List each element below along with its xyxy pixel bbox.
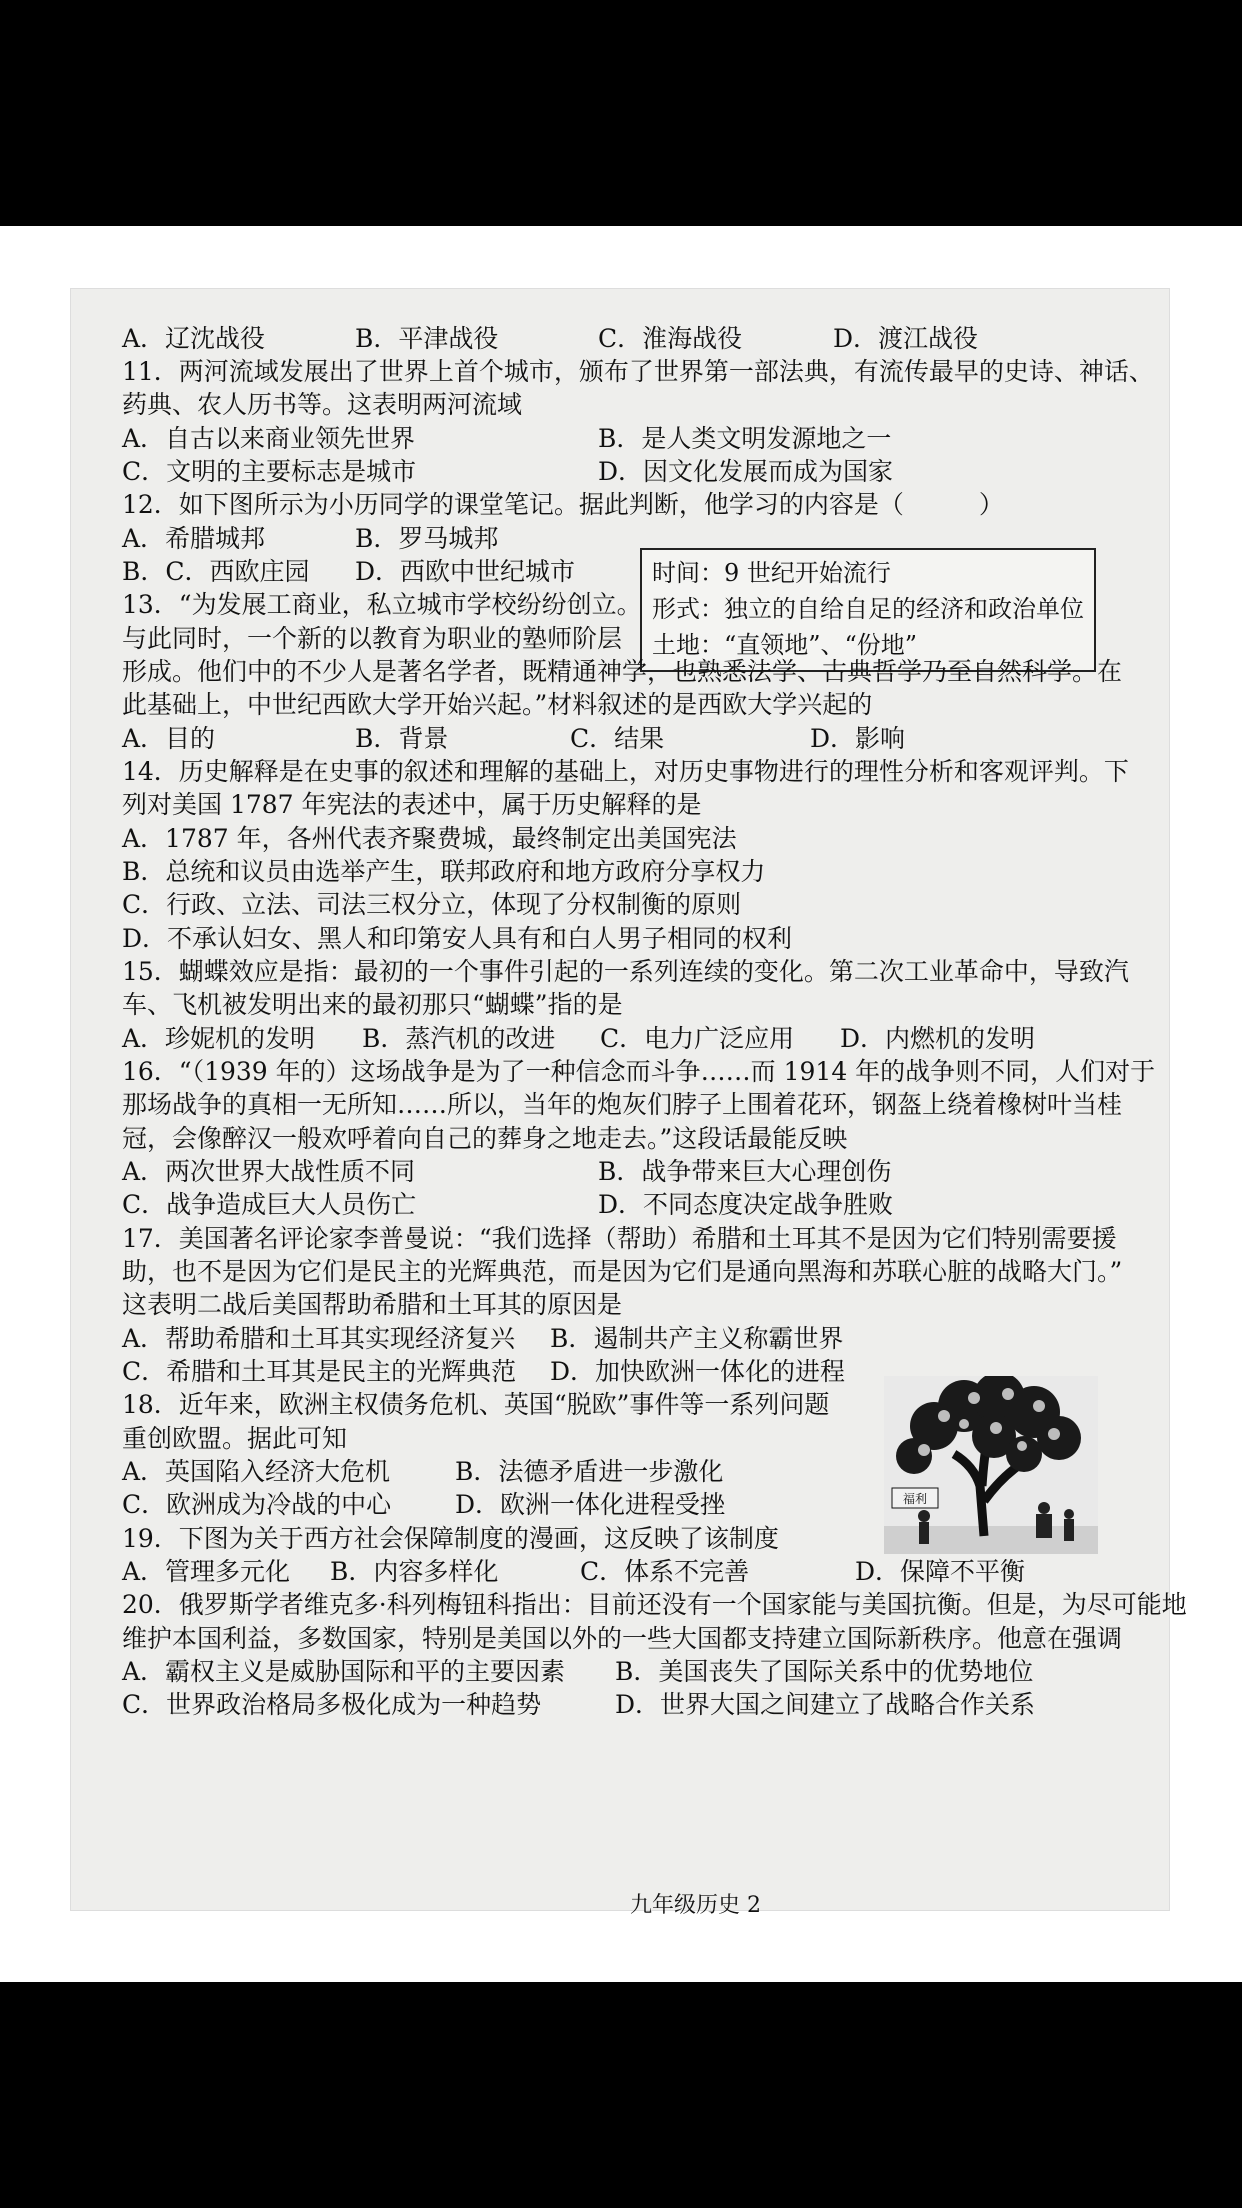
q10-option-b: B．平津战役	[355, 324, 499, 353]
q20-option-a: A．霸权主义是威胁国际和平的主要因素	[122, 1657, 566, 1686]
q17-stem-2: 助，也不是因为它们是民主的光辉典范，而是因为它们是通向黑海和苏联心脏的战略大门。”	[122, 1257, 1123, 1286]
q19-stem: 19．下图为关于西方社会保障制度的漫画，这反映了该制度	[122, 1524, 779, 1553]
q12-option-c: B．C．西欧庄园	[122, 557, 310, 586]
q10-option-c: C．淮海战役	[598, 324, 743, 353]
q14-stem-2: 列对美国 1787 年宪法的表述中，属于历史解释的是	[122, 790, 702, 819]
q19-option-b: B．内容多样化	[330, 1557, 499, 1586]
q14-stem-1: 14．历史解释是在史事的叙述和理解的基础上，对历史事物进行的理性分析和客观评判。下	[122, 757, 1129, 786]
q17-stem-3: 这表明二战后美国帮助希腊和土耳其的原因是	[122, 1290, 623, 1319]
q13-stem-4: 此基础上，中世纪西欧大学开始兴起。”材料叙述的是西欧大学兴起的	[122, 690, 873, 719]
q13-option-d: D．影响	[810, 724, 906, 753]
q12-option-b: B．罗马城邦	[355, 524, 499, 553]
q10-option-d: D．渡江战役	[833, 324, 979, 353]
q14-option-c: C．行政、立法、司法三权分立，体现了分权制衡的原则	[122, 890, 742, 919]
q18-option-a: A．英国陷入经济大危机	[122, 1457, 391, 1486]
q13-stem-3: 形成。他们中的不少人是著名学者，既精通神学，也熟悉法学、古典哲学乃至自然科学。在	[122, 657, 1123, 686]
q15-option-a: A．珍妮机的发明	[122, 1024, 316, 1053]
note-line-time: 时间：9 世纪开始流行	[652, 559, 891, 587]
q13-stem-1: 13．“为发展工商业，私立城市学校纷纷创立。	[122, 590, 642, 619]
cartoon-welfare-label: 福利	[902, 1492, 928, 1506]
q11-option-b: B．是人类文明发源地之一	[598, 424, 892, 453]
q18-stem-2: 重创欧盟。据此可知	[122, 1424, 348, 1453]
q16-option-c: C．战争造成巨大人员伤亡	[122, 1190, 417, 1219]
q14-option-d: D．不承认妇女、黑人和印第安人具有和白人男子相同的权利	[122, 924, 793, 953]
q11-stem-2: 药典、农人历书等。这表明两河流域	[122, 390, 523, 419]
q17-option-c: C．希腊和土耳其是民主的光辉典范	[122, 1357, 517, 1386]
q16-stem-2: 那场战争的真相一无所知……所以，当年的炮灰们脖子上围着花环，钢盔上绕着橡树叶当桂	[122, 1090, 1123, 1119]
q20-stem-1: 20．俄罗斯学者维克多·科列梅钮科指出：目前还没有一个国家能与美国抗衡。但是，为尽可能地	[122, 1590, 1187, 1619]
q15-option-d: D．内燃机的发明	[840, 1024, 1036, 1053]
page-background	[0, 226, 1242, 1982]
q17-option-d: D．加快欧洲一体化的进程	[550, 1357, 846, 1386]
q18-stem-1: 18．近年来，欧洲主权债务危机、英国“脱欧”事件等一系列问题	[122, 1390, 830, 1419]
q20-option-d: D．世界大国之间建立了战略合作关系	[615, 1690, 1036, 1719]
q17-option-a: A．帮助希腊和土耳其实现经济复兴	[122, 1324, 516, 1353]
q10-option-a: A．辽沈战役	[122, 324, 266, 353]
q19-option-c: C．体系不完善	[580, 1557, 750, 1586]
q14-option-a: A．1787 年，各州代表齐聚费城，最终制定出美国宪法	[122, 824, 737, 853]
q12-option-d: D．西欧中世纪城市	[355, 557, 576, 586]
q11-option-a: A．自古以来商业领先世界	[122, 424, 416, 453]
q13-option-c: C．结果	[570, 724, 665, 753]
q16-option-d: D．不同态度决定战争胜败	[598, 1190, 894, 1219]
q13-option-b: B．背景	[355, 724, 449, 753]
note-line-land: 土地：“直领地”、“份地”	[652, 631, 918, 659]
q11-stem-1: 11．两河流域发展出了世界上首个城市，颁布了世界第一部法典，有流传最早的史诗、神话、	[122, 357, 1154, 386]
q12-stem: 12．如下图所示为小历同学的课堂笔记。据此判断，他学习的内容是（ ）	[122, 490, 1004, 519]
note-line-form: 形式：独立的自给自足的经济和政治单位	[652, 595, 1084, 623]
class-note-box	[640, 548, 1096, 672]
q20-option-b: B．美国丧失了国际关系中的优势地位	[615, 1657, 1034, 1686]
q15-option-c: C．电力广泛应用	[600, 1024, 795, 1053]
q13-stem-2: 与此同时，一个新的以教育为职业的塾师阶层	[122, 624, 623, 653]
q12-option-a: A．希腊城邦	[122, 524, 266, 553]
q15-stem-1: 15．蝴蝶效应是指：最初的一个事件引起的一系列连续的变化。第二次工业革命中，导致汽	[122, 957, 1129, 986]
q19-option-a: A．管理多元化	[122, 1557, 291, 1586]
page-footer: 九年级历史 2	[630, 1893, 761, 1918]
q19-option-d: D．保障不平衡	[855, 1557, 1026, 1586]
q13-option-a: A．目的	[122, 724, 216, 753]
q16-stem-3: 冠，会像醉汉一般欢呼着向自己的葬身之地走去。”这段话最能反映	[122, 1124, 848, 1153]
q16-stem-1: 16．“（1939 年的）这场战争是为了一种信念而斗争……而 1914 年的战争则不同，人们对于	[122, 1057, 1156, 1086]
q15-option-b: B．蒸汽机的改进	[362, 1024, 556, 1053]
q11-option-d: D．因文化发展而成为国家	[598, 457, 894, 486]
q18-option-d: D．欧洲一体化进程受挫	[455, 1490, 726, 1519]
q17-option-b: B．遏制共产主义称霸世界	[550, 1324, 844, 1353]
q16-option-a: A．两次世界大战性质不同	[122, 1157, 416, 1186]
q16-option-b: B．战争带来巨大心理创伤	[598, 1157, 892, 1186]
q14-option-b: B．总统和议员由选举产生，联邦政府和地方政府分享权力	[122, 857, 766, 886]
q18-option-c: C．欧洲成为冷战的中心	[122, 1490, 392, 1519]
welfare-tree-cartoon	[884, 1376, 1098, 1554]
q15-stem-2: 车、飞机被发明出来的最初那只“蝴蝶”指的是	[122, 990, 623, 1019]
exam-sheet	[70, 288, 1187, 1918]
q20-stem-2: 维护本国利益，多数国家，特别是美国以外的一些大国都支持建立国际新秩序。他意在强调	[122, 1624, 1123, 1653]
q17-stem-1: 17．美国著名评论家李普曼说：“我们选择（帮助）希腊和土耳其不是因为它们特别需要援	[122, 1224, 1117, 1253]
q20-option-c: C．世界政治格局多极化成为一种趋势	[122, 1690, 542, 1719]
q18-option-b: B．法德矛盾进一步激化	[455, 1457, 724, 1486]
q11-option-c: C．文明的主要标志是城市	[122, 457, 417, 486]
